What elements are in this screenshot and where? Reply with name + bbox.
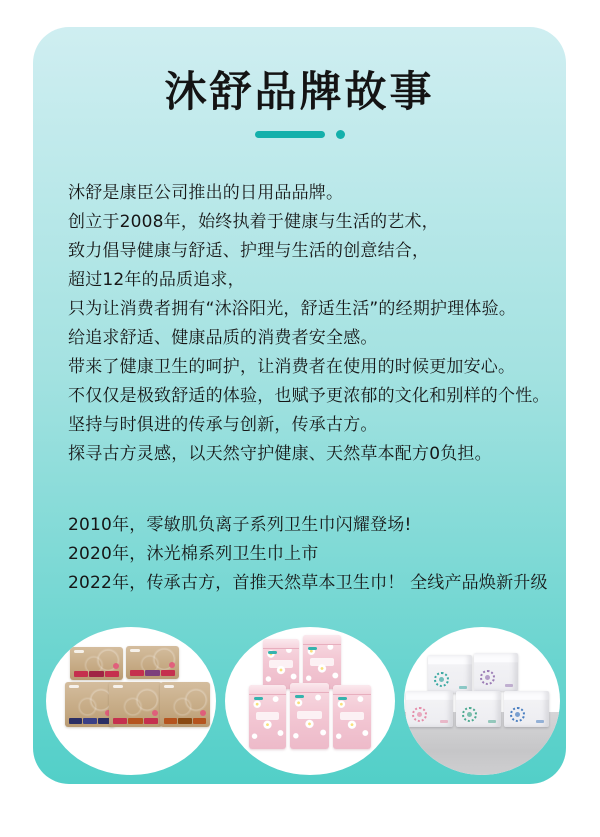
gold-pack [70,647,123,680]
brand-story-card [33,27,566,784]
story-line: 只为让消费者拥有“沐浴阳光，舒适生活”的经期护理体验。 [68,299,517,319]
pack-label [340,712,364,720]
pack-badge [113,663,119,669]
page-title: 沐舒品牌故事 [164,67,435,116]
product-box [504,691,549,727]
product-box [456,691,501,727]
pink-pack [263,639,299,689]
story-line: 坚持与时俱进的传承与创新，传承古方。 [68,415,378,435]
box-label [505,684,513,687]
brand-logo-mark [113,685,123,688]
story-line: 沐舒是康臣公司推出的日用品品牌。 [68,183,344,203]
title-block [33,67,566,139]
brand-logo-mark [295,695,304,698]
gold-pack [126,646,179,679]
pack-badge [169,662,175,668]
pack-badge [152,710,158,716]
product-image-white-boxes [404,627,560,775]
title-underline [33,130,566,139]
product-image-pink-series [225,627,395,775]
floral-wreath-emblem [480,670,495,685]
story-line: 创立于2008年，始终执着于健康与生活的艺术， [68,212,439,232]
product-box [406,691,453,727]
pack-label [297,711,322,719]
story-line: 致力倡导健康与舒适、护理与生活的创意结合， [68,241,430,261]
product-image-gold-series [46,627,216,775]
gold-pack [109,682,162,727]
story-line: 不仅仅是极致舒适的体验，也赋予更浓郁的文化和别样的个性。 [68,386,550,406]
pack-flap [290,683,329,693]
pink-pack [249,685,286,749]
brand-logo-mark [254,697,263,700]
floral-wreath-emblem [462,707,477,722]
box-label [488,720,496,723]
brand-timeline [68,511,548,598]
pack-label [269,660,292,668]
pink-pack [303,635,341,689]
brand-logo-mark [308,647,317,650]
timeline-line: 2010年，零敏肌负离子系列卫生巾闪耀登场! [68,515,412,535]
pack-flap [303,635,341,645]
brand-logo-mark [164,685,174,688]
brand-logo-mark [130,649,140,652]
gold-pack [160,682,210,727]
underline-dot [336,130,345,139]
story-line: 带来了健康卫生的呵护，让消费者在使用的时候更加安心。 [68,357,516,377]
box-label [536,720,544,723]
timeline-line: 2020年，沐光棉系列卫生巾上市 [68,544,319,564]
brand-logo-mark [268,651,277,654]
pack-badge [200,710,206,716]
pack-flap [249,685,286,695]
box-label [440,720,448,723]
box-label [459,686,467,689]
floral-wreath-emblem [510,707,525,722]
brand-logo-mark [338,697,347,700]
product-box [474,653,518,691]
pink-pack [333,685,371,749]
story-line: 超过12年的品质追求， [68,270,245,290]
product-image-row [33,627,566,777]
brand-logo-mark [69,685,79,688]
gold-pack [65,682,115,727]
story-line: 探寻古方灵感，以天然守护健康、天然草本配方0负担。 [68,444,492,464]
brand-logo-mark [74,650,84,653]
floral-wreath-emblem [434,672,449,687]
pack-label [256,712,280,720]
pack-flap [263,639,299,649]
timeline-line: 2022年，传承古方，首推天然草本卫生巾！ 全线产品焕新升级 [68,573,548,593]
product-box [428,655,472,693]
pink-pack [290,683,329,749]
pack-flap [333,685,371,695]
floral-wreath-emblem [412,707,427,722]
brand-story-text [68,179,548,469]
story-line: 给追求舒适、健康品质的消费者安全感。 [68,328,378,348]
pack-label [310,658,334,666]
underline-bar [255,131,325,138]
